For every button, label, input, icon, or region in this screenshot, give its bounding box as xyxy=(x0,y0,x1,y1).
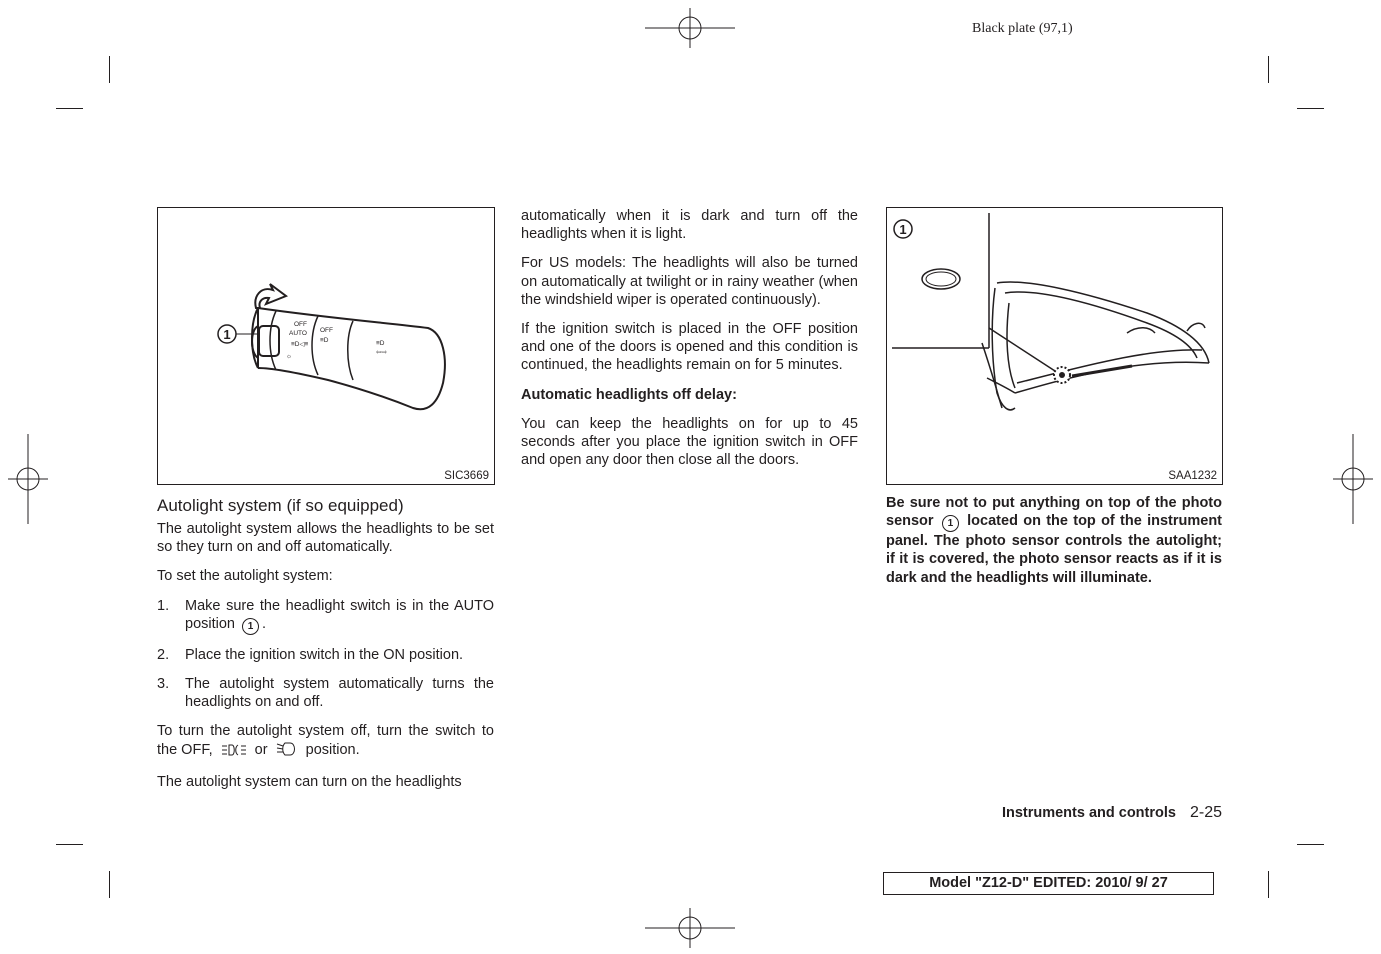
step-item: 2. Place the ignition switch in the ON position. xyxy=(157,646,464,663)
steps-list xyxy=(157,597,494,712)
plate-label: Black plate (97,1) xyxy=(972,21,1073,36)
svg-text:≡D◁≡: ≡D◁≡ xyxy=(291,341,309,348)
svg-text:≡D: ≡D xyxy=(376,340,385,347)
svg-text:☼: ☼ xyxy=(286,353,292,360)
photo-sensor-illustration xyxy=(887,208,1222,484)
headlight-switch-illustration xyxy=(158,208,494,484)
svg-text:≡D: ≡D xyxy=(320,337,329,344)
intro-paragraph: The autolight system allows the headlights to be set so they turn on and off automatically. xyxy=(157,521,494,556)
page-number: 2-25 xyxy=(1189,804,1222,821)
paragraph: If the ignition switch is placed in the OFF position and one of the doors is opened and this condition is continued, the headlights remain on for 5 minutes. xyxy=(521,321,858,374)
column-2 xyxy=(521,207,858,480)
column-1 xyxy=(157,495,494,802)
figure-right-callout: 1 xyxy=(899,222,907,237)
off-paragraph: To turn the autolight system off, turn the switch to the OFF, or position. xyxy=(157,722,494,761)
headlight-switch-figure xyxy=(157,207,495,485)
switch-label-off-2: OFF xyxy=(320,327,333,334)
step-item: 1. Make sure the headlight switch is in the AUTO position 1 . xyxy=(157,597,494,635)
switch-label-off-1: OFF xyxy=(294,321,307,328)
svg-text:⇦⇨: ⇦⇨ xyxy=(376,349,387,356)
figure-left-code: SIC3669 xyxy=(444,470,489,482)
headlight-icon xyxy=(276,741,298,762)
callout-circle: 1 xyxy=(242,618,259,635)
parking-light-icon xyxy=(221,743,247,762)
photo-sensor-figure xyxy=(886,207,1223,485)
column-3 xyxy=(886,494,1222,598)
model-edited-box: Model "Z12-D" EDITED: 2010/ 9/ 27 xyxy=(883,872,1214,895)
switch-label-auto: AUTO xyxy=(289,330,307,337)
registration-mark-top xyxy=(645,8,735,48)
section-name: Instruments and controls xyxy=(1001,805,1176,821)
continued-paragraph: The autolight system can turn on the headlights xyxy=(157,773,462,790)
paragraph: For US models: The headlights will also be turned on automatically at twilight or in rainy weather (when the windshield wiper is operated continuously). xyxy=(521,255,858,308)
set-label: To set the autolight system: xyxy=(157,568,333,585)
figure-left-callout: 1 xyxy=(223,327,231,342)
caution-note: Be sure not to put anything on top of the photo sensor 1 located on the top of the instrument panel. The photo sensor controls the autolight; if it is covered, the photo sensor reacts as if it is dark and the headlights will illuminate. xyxy=(886,495,1223,586)
figure-right-code: SAA1232 xyxy=(1168,470,1217,482)
registration-mark-bottom xyxy=(645,908,735,948)
step-item: 3. The autolight system automatically turns the headlights on and off. xyxy=(157,676,494,711)
paragraph: automatically when it is dark and turn off the headlights when it is light. xyxy=(521,208,858,243)
callout-circle: 1 xyxy=(942,515,959,532)
subheading: Automatic headlights off delay: xyxy=(521,386,737,403)
registration-mark-left xyxy=(8,434,48,524)
registration-mark-right xyxy=(1333,434,1373,524)
section-heading: Autolight system (if so equipped) xyxy=(157,496,404,515)
page-footer xyxy=(1002,804,1222,822)
paragraph: You can keep the headlights on for up to 45 seconds after you place the ignition switch in OFF and open any door then close all the doors. xyxy=(521,415,858,469)
